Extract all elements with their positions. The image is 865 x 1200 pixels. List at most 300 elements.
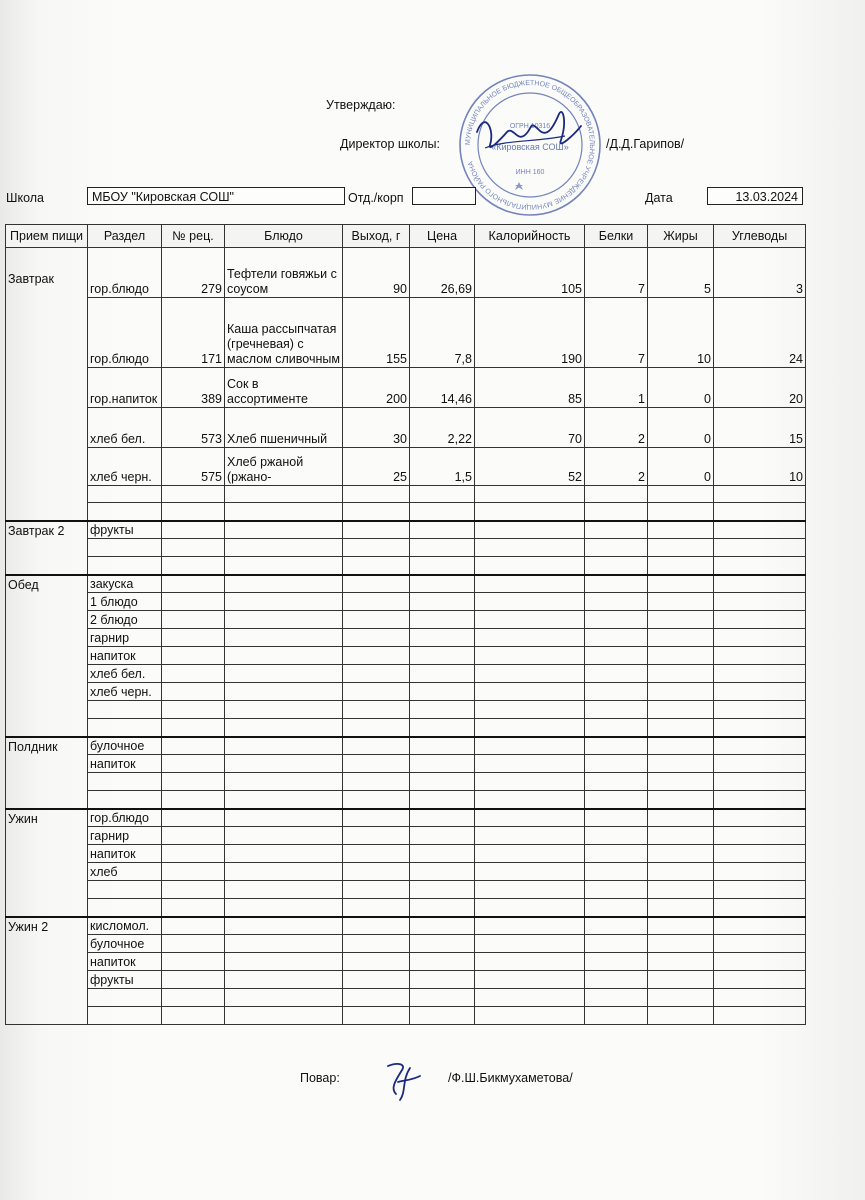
section-cell: гарнир (88, 629, 162, 647)
price-cell (410, 809, 475, 827)
table-row (6, 935, 806, 953)
recipe-cell (162, 1007, 225, 1025)
output-cell (343, 899, 410, 917)
dish-cell (225, 557, 343, 575)
cook-signature (380, 1058, 430, 1103)
protein-cell (585, 719, 648, 737)
dish-cell (225, 989, 343, 1007)
fat-cell: 0 (648, 368, 714, 408)
dish-cell: Хлеб ржаной (ржано- (225, 448, 343, 486)
calories-cell (475, 629, 585, 647)
table-row (6, 827, 806, 845)
carbs-cell: 24 (714, 298, 806, 368)
recipe-cell (162, 665, 225, 683)
section-cell (88, 719, 162, 737)
protein-cell (585, 989, 648, 1007)
approve-label: Утверждаю: (326, 98, 396, 112)
dish-cell: Каша рассыпчатая (гречневая) с маслом сливочным (225, 298, 343, 368)
section-cell: гор.блюдо (88, 809, 162, 827)
calories-cell (475, 503, 585, 521)
price-cell (410, 899, 475, 917)
carbs-cell (714, 953, 806, 971)
calories-cell (475, 899, 585, 917)
table-row (6, 863, 806, 881)
protein-cell (585, 845, 648, 863)
protein-cell (585, 881, 648, 899)
section-cell: гор.блюдо (88, 248, 162, 298)
recipe-cell (162, 629, 225, 647)
calories-cell: 52 (475, 448, 585, 486)
fat-cell (648, 611, 714, 629)
recipe-cell: 171 (162, 298, 225, 368)
table-row (6, 298, 806, 368)
calories-cell: 190 (475, 298, 585, 368)
price-cell: 14,46 (410, 368, 475, 408)
protein-cell (585, 971, 648, 989)
recipe-cell (162, 989, 225, 1007)
dish-cell (225, 971, 343, 989)
recipe-cell: 573 (162, 408, 225, 448)
dept-label: Отд./корп (348, 191, 404, 205)
calories-cell (475, 917, 585, 935)
output-cell (343, 917, 410, 935)
output-cell (343, 521, 410, 539)
dish-cell (225, 917, 343, 935)
price-cell (410, 791, 475, 809)
dish-cell (225, 737, 343, 755)
svg-text:ИНН 160: ИНН 160 (515, 169, 545, 176)
meal-cell: Полдник (6, 737, 88, 809)
output-cell (343, 503, 410, 521)
recipe-cell (162, 647, 225, 665)
recipe-cell (162, 791, 225, 809)
meal-cell: Завтрак (6, 248, 88, 521)
table-row (6, 683, 806, 701)
output-cell: 200 (343, 368, 410, 408)
section-cell: напиток (88, 953, 162, 971)
recipe-cell (162, 486, 225, 503)
fat-cell (648, 917, 714, 935)
carbs-cell (714, 665, 806, 683)
fat-cell (648, 665, 714, 683)
price-cell (410, 521, 475, 539)
calories-cell (475, 647, 585, 665)
fat-cell (648, 953, 714, 971)
calories-cell (475, 881, 585, 899)
dish-cell (225, 755, 343, 773)
carbs-cell (714, 1007, 806, 1025)
dish-cell (225, 593, 343, 611)
carbs-cell (714, 755, 806, 773)
calories-cell (475, 809, 585, 827)
section-cell: гор.блюдо (88, 298, 162, 368)
recipe-cell (162, 809, 225, 827)
table-row (6, 593, 806, 611)
fat-cell (648, 521, 714, 539)
protein-cell (585, 593, 648, 611)
recipe-cell (162, 971, 225, 989)
calories-cell (475, 486, 585, 503)
protein-cell (585, 611, 648, 629)
section-cell: напиток (88, 647, 162, 665)
protein-cell (585, 486, 648, 503)
section-cell: хлеб бел. (88, 665, 162, 683)
carbs-cell (714, 701, 806, 719)
col-header-fat: Жиры (648, 225, 714, 248)
table-row (6, 368, 806, 408)
price-cell (410, 917, 475, 935)
output-cell (343, 683, 410, 701)
carbs-cell (714, 719, 806, 737)
calories-cell: 85 (475, 368, 585, 408)
protein-cell (585, 521, 648, 539)
recipe-cell (162, 845, 225, 863)
recipe-cell: 389 (162, 368, 225, 408)
fat-cell (648, 863, 714, 881)
dish-cell (225, 935, 343, 953)
protein-cell (585, 647, 648, 665)
output-cell: 30 (343, 408, 410, 448)
output-cell (343, 486, 410, 503)
calories-cell (475, 863, 585, 881)
output-cell (343, 845, 410, 863)
section-cell: гор.напиток (88, 368, 162, 408)
protein-cell (585, 575, 648, 593)
carbs-cell: 15 (714, 408, 806, 448)
carbs-cell (714, 683, 806, 701)
recipe-cell (162, 737, 225, 755)
calories-cell (475, 755, 585, 773)
school-seal-stamp (455, 70, 605, 220)
output-cell (343, 827, 410, 845)
table-row (6, 647, 806, 665)
table-row (6, 791, 806, 809)
fat-cell (648, 827, 714, 845)
col-header-section: Раздел (88, 225, 162, 248)
fat-cell (648, 971, 714, 989)
carbs-cell (714, 486, 806, 503)
section-cell: напиток (88, 755, 162, 773)
meal-cell: Ужин 2 (6, 917, 88, 1025)
output-cell: 155 (343, 298, 410, 368)
fat-cell: 5 (648, 248, 714, 298)
calories-cell (475, 557, 585, 575)
fat-cell (648, 881, 714, 899)
fat-cell (648, 629, 714, 647)
table-row (6, 737, 806, 755)
carbs-cell: 10 (714, 448, 806, 486)
output-cell (343, 539, 410, 557)
table-row (6, 486, 806, 503)
protein-cell (585, 503, 648, 521)
carbs-cell (714, 611, 806, 629)
table-row (6, 953, 806, 971)
protein-cell: 2 (585, 408, 648, 448)
dish-cell (225, 845, 343, 863)
price-cell (410, 845, 475, 863)
protein-cell (585, 557, 648, 575)
table-row (6, 719, 806, 737)
price-cell (410, 539, 475, 557)
recipe-cell (162, 575, 225, 593)
protein-cell (585, 629, 648, 647)
price-cell (410, 755, 475, 773)
fat-cell (648, 809, 714, 827)
table-row (6, 521, 806, 539)
meal-cell: Ужин (6, 809, 88, 917)
dish-cell (225, 899, 343, 917)
table-row (6, 448, 806, 486)
fat-cell (648, 503, 714, 521)
calories-cell (475, 539, 585, 557)
calories-cell (475, 827, 585, 845)
recipe-cell: 279 (162, 248, 225, 298)
protein-cell (585, 791, 648, 809)
output-cell (343, 881, 410, 899)
section-cell (88, 773, 162, 791)
table-row (6, 503, 806, 521)
carbs-cell (714, 503, 806, 521)
fat-cell (648, 1007, 714, 1025)
carbs-cell (714, 899, 806, 917)
table-row (6, 845, 806, 863)
price-cell (410, 935, 475, 953)
carbs-cell: 20 (714, 368, 806, 408)
svg-text:ОГРН 10316: ОГРН 10316 (509, 123, 551, 130)
section-cell: фрукты (88, 971, 162, 989)
section-cell: 1 блюдо (88, 593, 162, 611)
table-row (6, 773, 806, 791)
price-cell (410, 989, 475, 1007)
svg-text:«Кировская СОШ»: «Кировская СОШ» (491, 142, 569, 152)
dish-cell (225, 773, 343, 791)
recipe-cell (162, 827, 225, 845)
cook-name: /Ф.Ш.Бикмухаметова/ (448, 1071, 573, 1085)
price-cell (410, 719, 475, 737)
protein-cell (585, 737, 648, 755)
section-cell: гарнир (88, 827, 162, 845)
carbs-cell (714, 773, 806, 791)
recipe-cell (162, 503, 225, 521)
date-field[interactable]: 13.03.2024 (707, 187, 803, 205)
dish-cell (225, 881, 343, 899)
fat-cell: 0 (648, 448, 714, 486)
fat-cell (648, 683, 714, 701)
recipe-cell (162, 881, 225, 899)
protein-cell (585, 665, 648, 683)
section-cell (88, 503, 162, 521)
price-cell (410, 773, 475, 791)
price-cell: 2,22 (410, 408, 475, 448)
section-cell (88, 881, 162, 899)
price-cell (410, 683, 475, 701)
section-cell (88, 1007, 162, 1025)
calories-cell (475, 575, 585, 593)
svg-text:МУНИЦИПАЛЬНОЕ БЮДЖЕТНОЕ ОБЩЕОБ: МУНИЦИПАЛЬНОЕ БЮДЖЕТНОЕ ОБЩЕОБРАЗОВАТЕЛЬНОЕ УЧРЕЖДЕНИЕ МУНИЦИПАЛЬНОГО РАЙОНА (464, 79, 596, 211)
dish-cell (225, 521, 343, 539)
calories-cell (475, 683, 585, 701)
fat-cell (648, 486, 714, 503)
recipe-cell (162, 863, 225, 881)
fat-cell (648, 701, 714, 719)
protein-cell: 7 (585, 298, 648, 368)
dish-cell (225, 665, 343, 683)
output-cell (343, 629, 410, 647)
menu-table-body (6, 248, 806, 1025)
carbs-cell (714, 935, 806, 953)
table-row (6, 989, 806, 1007)
calories-cell (475, 971, 585, 989)
output-cell (343, 953, 410, 971)
section-cell: напиток (88, 845, 162, 863)
price-cell (410, 665, 475, 683)
recipe-cell (162, 683, 225, 701)
dish-cell (225, 827, 343, 845)
protein-cell (585, 701, 648, 719)
price-cell: 7,8 (410, 298, 475, 368)
section-cell: булочное (88, 935, 162, 953)
dish-cell (225, 575, 343, 593)
carbs-cell (714, 809, 806, 827)
fat-cell (648, 593, 714, 611)
section-cell (88, 701, 162, 719)
calories-cell (475, 773, 585, 791)
price-cell (410, 1007, 475, 1025)
col-header-protein: Белки (585, 225, 648, 248)
price-cell (410, 629, 475, 647)
protein-cell: 1 (585, 368, 648, 408)
dish-cell: Хлеб пшеничный (225, 408, 343, 448)
price-cell (410, 701, 475, 719)
calories-cell (475, 845, 585, 863)
section-cell: хлеб черн. (88, 683, 162, 701)
protein-cell (585, 827, 648, 845)
calories-cell (475, 701, 585, 719)
output-cell: 25 (343, 448, 410, 486)
fat-cell (648, 575, 714, 593)
section-cell (88, 791, 162, 809)
fat-cell (648, 737, 714, 755)
protein-cell (585, 773, 648, 791)
price-cell (410, 971, 475, 989)
calories-cell (475, 1007, 585, 1025)
calories-cell (475, 989, 585, 1007)
fat-cell (648, 935, 714, 953)
output-cell (343, 791, 410, 809)
school-field[interactable]: МБОУ "Кировская СОШ" (87, 187, 345, 205)
table-row (6, 971, 806, 989)
table-row (6, 701, 806, 719)
table-row (6, 611, 806, 629)
section-cell (88, 989, 162, 1007)
dish-cell (225, 647, 343, 665)
col-header-output: Выход, г (343, 225, 410, 248)
table-row (6, 408, 806, 448)
carbs-cell (714, 575, 806, 593)
table-row (6, 899, 806, 917)
fat-cell (648, 539, 714, 557)
output-cell (343, 809, 410, 827)
recipe-cell (162, 899, 225, 917)
col-header-meal: Прием пищи (6, 225, 88, 248)
recipe-cell (162, 611, 225, 629)
table-row (6, 248, 806, 298)
carbs-cell (714, 791, 806, 809)
protein-cell (585, 953, 648, 971)
carbs-cell (714, 737, 806, 755)
output-cell (343, 665, 410, 683)
section-cell (88, 539, 162, 557)
cook-label: Повар: (300, 1071, 340, 1085)
fat-cell (648, 773, 714, 791)
carbs-cell (714, 593, 806, 611)
recipe-cell: 575 (162, 448, 225, 486)
recipe-cell (162, 917, 225, 935)
recipe-cell (162, 593, 225, 611)
section-cell: хлеб (88, 863, 162, 881)
output-cell (343, 737, 410, 755)
protein-cell (585, 755, 648, 773)
output-cell: 90 (343, 248, 410, 298)
price-cell (410, 611, 475, 629)
output-cell (343, 989, 410, 1007)
protein-cell (585, 899, 648, 917)
output-cell (343, 971, 410, 989)
protein-cell (585, 809, 648, 827)
carbs-cell (714, 521, 806, 539)
section-cell (88, 486, 162, 503)
dept-field[interactable] (412, 187, 476, 205)
carbs-cell (714, 917, 806, 935)
carbs-cell (714, 827, 806, 845)
protein-cell (585, 683, 648, 701)
carbs-cell (714, 989, 806, 1007)
calories-cell (475, 935, 585, 953)
section-cell: булочное (88, 737, 162, 755)
output-cell (343, 863, 410, 881)
protein-cell (585, 917, 648, 935)
protein-cell: 7 (585, 248, 648, 298)
recipe-cell (162, 521, 225, 539)
protein-cell (585, 539, 648, 557)
protein-cell (585, 863, 648, 881)
output-cell (343, 647, 410, 665)
carbs-cell (714, 971, 806, 989)
date-label: Дата (645, 191, 673, 205)
dish-cell (225, 701, 343, 719)
price-cell (410, 593, 475, 611)
carbs-cell (714, 629, 806, 647)
output-cell (343, 575, 410, 593)
fat-cell (648, 647, 714, 665)
table-row (6, 575, 806, 593)
table-row (6, 755, 806, 773)
dish-cell (225, 539, 343, 557)
dish-cell (225, 791, 343, 809)
section-cell: хлеб черн. (88, 448, 162, 486)
output-cell (343, 773, 410, 791)
recipe-cell (162, 557, 225, 575)
table-row (6, 539, 806, 557)
output-cell (343, 701, 410, 719)
price-cell: 1,5 (410, 448, 475, 486)
section-cell: 2 блюдо (88, 611, 162, 629)
carbs-cell (714, 881, 806, 899)
price-cell (410, 863, 475, 881)
table-row (6, 917, 806, 935)
meal-cell: Завтрак 2 (6, 521, 88, 575)
price-cell: 26,69 (410, 248, 475, 298)
